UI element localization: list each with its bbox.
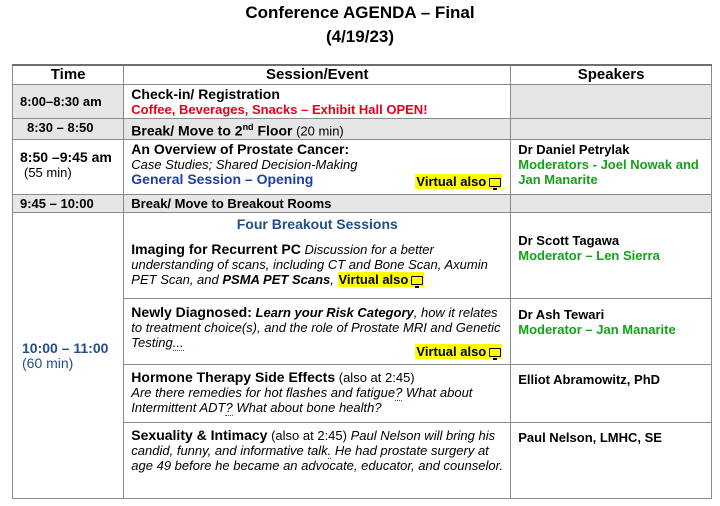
agenda-table [12,64,712,499]
time-cell [13,140,124,195]
session-time: 8:50 –9:45 am [20,149,112,166]
speaker-cell [511,299,712,365]
table-row-checkin [13,85,712,119]
session-body [131,428,503,473]
session-cell [124,299,511,365]
session-title-suffix: Floor [253,122,293,139]
session-desc-bold: Learn your Risk Category [255,305,414,321]
table-row-imaging [13,213,712,299]
session-title: Sexuality & Intimacy [131,427,268,444]
session-desc: , how it relates to treatment choice(s), and the role of Prostate MRI and Genetic Testing [131,305,501,351]
virtual-label: Virtual also [338,272,425,287]
table-row-overview [13,140,712,195]
session-label: General Session – Opening [131,171,314,188]
session-cell [124,423,511,499]
session-title: Check-in/ Registration [131,86,280,102]
session-title: Newly Diagnosed: [131,304,252,321]
speaker-cell [511,119,712,140]
monitor-icon [489,348,501,357]
breakout-heading: Four Breakout Sessions [236,216,398,233]
session-duration: (55 min) [24,165,72,181]
column-header-speakers: Speakers [511,65,712,85]
virtual-label: Virtual also [415,174,502,189]
time-cell: 8:00–8:30 am [13,85,124,119]
session-duration: (60 min) [22,354,74,371]
speaker-name: Elliot Abramowitz, PhD [518,372,661,388]
session-cell [124,140,511,195]
speaker-cell [511,195,712,213]
session-title: Imaging for Recurrent PC [131,241,301,258]
session-subtitle: Case Studies; Shared Decision-Making [131,157,358,173]
session-title: An Overview of Prostate Cancer: [131,141,350,158]
speaker-moderator: Moderator – Jan Manarite [518,322,676,338]
session-title: Break/ Move to Breakout Rooms [124,195,511,213]
agenda-title: Conference AGENDA – Final [245,3,475,22]
header-row [13,65,712,85]
virtual-badge [415,174,502,189]
session-also: (also at 2:45) [338,370,415,386]
monitor-icon [411,276,423,285]
time-cell [13,213,124,499]
session-desc-tail: ... [172,335,184,351]
session-heading [131,370,503,385]
session-desc-bold: PSMA PET Scans [222,272,331,288]
session-duration: (20 min) [296,123,344,139]
virtual-badge [415,344,502,359]
session-note: Coffee, Beverages, Snacks – Exhibit Hall OPEN! [131,102,428,117]
time-cell: 9:45 – 10:00 [13,195,124,213]
session-cell [124,85,511,119]
table-row-break-2 [13,195,712,213]
session-desc: Are there remedies for hot flashes and fatigue? What about Intermittent ADT? What about bone health? [131,385,473,416]
speaker-cell [511,140,712,195]
monitor-icon [489,178,501,187]
session-title-superscript: nd [242,122,254,132]
speaker-cell [511,85,712,119]
session-title: Hormone Therapy Side Effects [131,369,336,386]
speaker-name: Paul Nelson, LMHC, SE [518,430,662,446]
speaker-moderator: Moderator – Len Sierra [518,248,660,264]
speaker-name: Dr Scott Tagawa [518,233,620,249]
agenda-date: (4/19/23) [325,27,395,46]
speaker-cell [511,423,712,499]
speaker-name: Dr Ash Tewari [518,307,605,323]
table-row-break-1 [13,119,712,140]
speaker-cell [511,365,712,423]
session-time: 10:00 – 11:00 [22,339,109,356]
speaker-moderators: Moderators - Joel Nowak and Jan Manarite [518,157,699,188]
session-also: (also at 2:45) [271,428,347,444]
session-desc: Paul Nelson will bring his candid, funny, and informative talk. He had prostate surgery at age 49 before he became an advocate, educator, and counselor. [131,428,504,474]
session-body: Imaging for Recurrent PC Discussion for a better understanding of scans, including CT and Bone Scan, Axumin PET Scan, and PSMA PET Scans, Virtual also [131,241,488,288]
session-cell [124,213,511,299]
session-cell [124,119,511,140]
column-header-time: Time [13,65,124,85]
session-title: Break/ Move to 2 [131,122,243,139]
column-header-session: Session/Event [124,65,511,85]
time-cell: 8:30 – 8:50 [13,119,124,140]
session-desc: Discussion for a better understanding of scans, including CT and Bone Scan, Axumin PET Scan, and [131,242,488,288]
speaker-cell [511,213,712,299]
session-cell [124,365,511,423]
virtual-label: Virtual also [415,344,502,359]
speaker-name: Dr Daniel Petrylak [518,142,630,158]
